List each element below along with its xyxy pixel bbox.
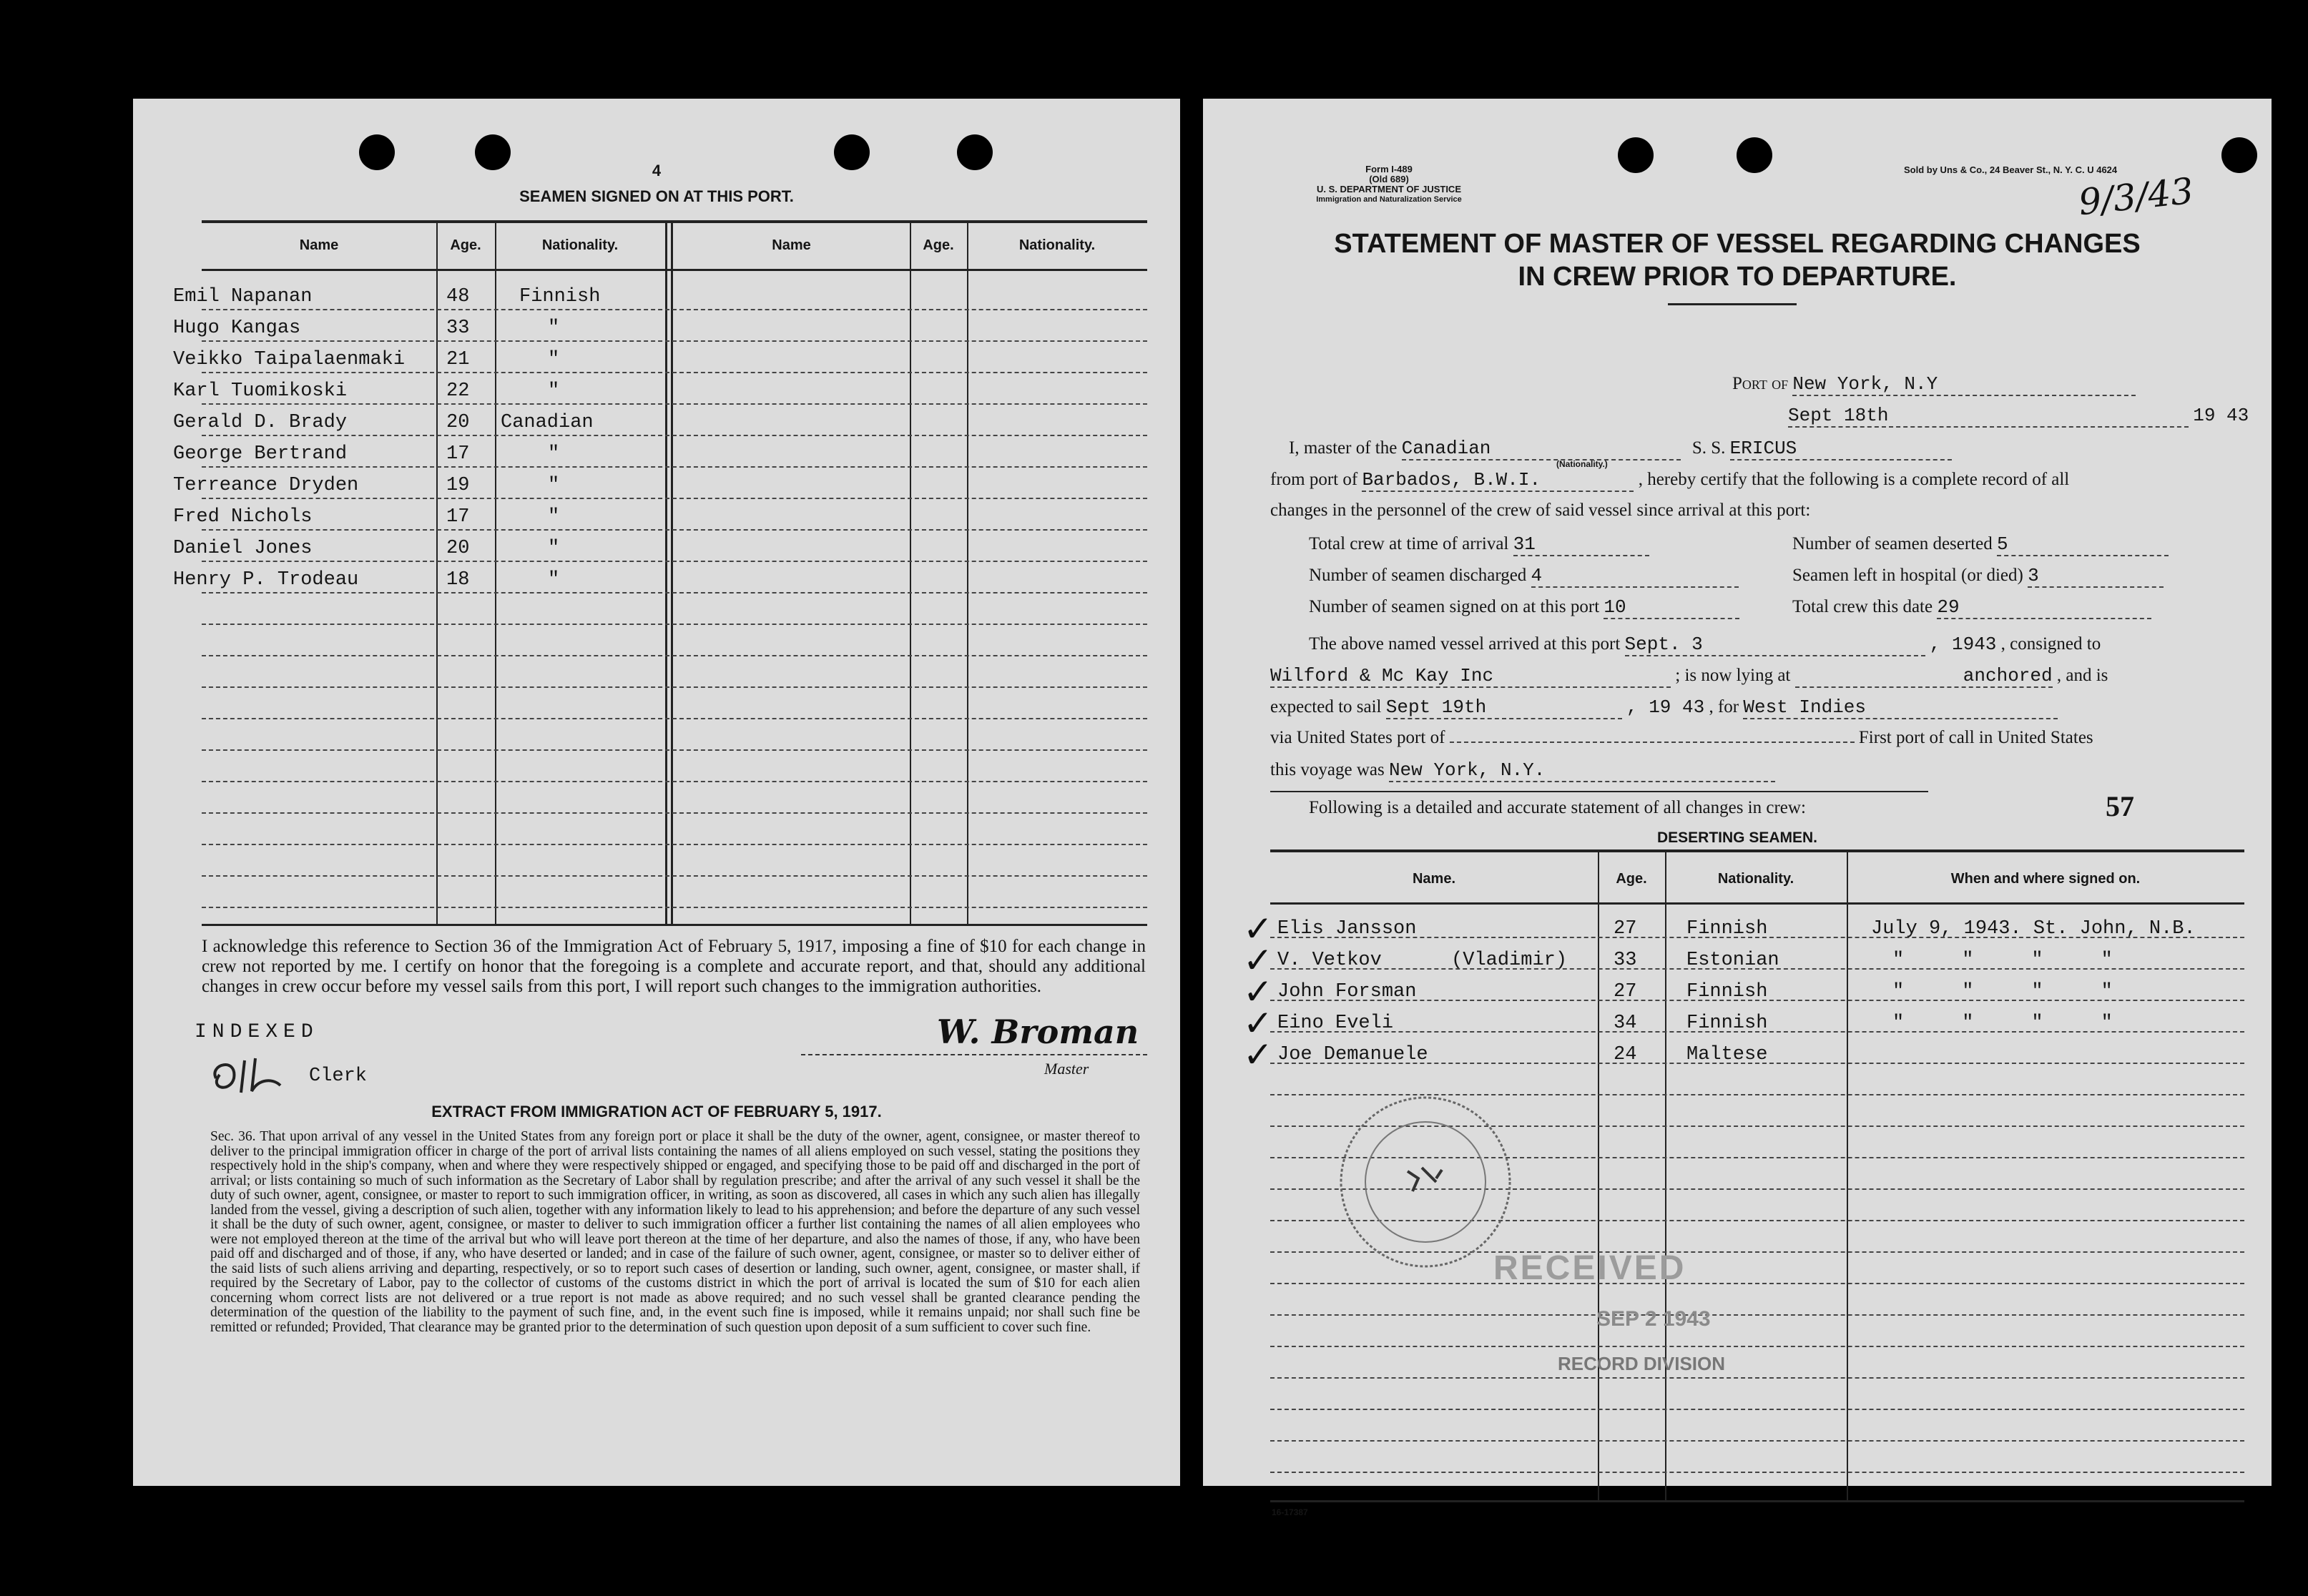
date-line [1788,405,2249,428]
expected-year: , 19 43 [1626,696,1705,718]
deserter-name: Joe Demanuele [1277,1044,1428,1065]
seaman-name: Hugo Kangas [173,317,301,339]
master-signature: W. Broman [937,1013,1139,1051]
header-age: Age. [1616,871,1647,887]
port-value: New York, N.Y [1792,373,2136,396]
deserter-nationality: Finnish [1686,981,1768,1003]
from-port-label: from port of [1270,470,1358,489]
section-title: SEAMEN SIGNED ON AT THIS PORT. [519,187,794,205]
master-line [1289,438,1952,460]
seaman-age: 21 [446,349,470,370]
port-line [1732,373,2136,396]
expected-label: expected to sail [1270,697,1382,716]
extract-title: EXTRACT FROM IMMIGRATION ACT OF FEBRUARY 5, 1917. [431,1103,882,1120]
check-mark-icon: ✓ [1243,1003,1273,1044]
certify-text: , hereby certify that the following is a complete record of all [1638,470,2070,489]
column-divider [495,223,496,924]
deserted-line [1792,533,2169,556]
seaman-name: Fred Nichols [173,506,313,528]
first-port-label: First port of call in United States [1858,728,2093,747]
clerk-label: Clerk [309,1065,368,1087]
check-mark-icon: ✓ [1243,971,1273,1013]
seaman-age: 48 [446,286,470,307]
seaman-name: Karl Tuomikoski [173,380,348,402]
seaman-age: 18 [446,569,470,591]
check-mark-icon: ✓ [1243,1034,1273,1075]
following-text: Following is a detailed and accurate statement of all changes in crew: [1309,798,1806,817]
seaman-age: 17 [446,443,470,465]
deserter-nationality: Estonian [1686,950,1779,971]
deserter-name: V. Vetkov (Vladimir) [1277,950,1568,971]
table-header-rule [202,269,1147,271]
arrived-year: , 1943 [1929,634,1997,655]
consignee-value: Wilford & Mc Kay Inc [1270,665,1671,688]
changes-text: changes in the personnel of the crew of said vessel since arrival at this port: [1270,501,1811,520]
desert-table-header-rule [1270,902,2244,905]
acknowledgement-text: I acknowledge this reference to Section 36 of the Immigration Act of February 5, 1917, imposing a fine of $10 for each change in crew not reported by me. I certify on honor that the foregoing is a complete and accurate report, and that, should any additional changes in crew occur before my vessel sails from this port, I will report such changes to the immigration authorities. [202,937,1146,996]
seaman-nationality: Finnish [519,286,601,307]
deserter-age: 34 [1614,1013,1637,1034]
page-number: 4 [652,162,662,179]
from-port-line [1270,469,2069,492]
seaman-name: Terreance Dryden [173,475,359,496]
total-crew-arrival-line [1309,533,1649,556]
seaman-nationality: " [548,475,560,496]
for-label: , for [1709,697,1739,716]
indexed-stamp: INDEXED [195,1021,319,1043]
deserter-name: Eino Eveli [1277,1013,1394,1034]
and-is-label: , and is [2056,666,2108,685]
record-division: RECORD DIVISION [1558,1353,1726,1374]
seaman-nationality: " [548,349,560,370]
deserter-age: 27 [1614,981,1637,1003]
nationality-label: (Nationality.) [1556,459,1608,469]
seaman-name: Henry P. Trodeau [173,569,359,591]
year-value: 19 43 [2193,405,2249,426]
seaman-name: Emil Napanan [173,286,313,307]
form-number [1282,164,1496,205]
consignee-line [1270,665,2108,688]
vessel-value: ERICUS [1730,438,1952,460]
total-crew-arrival-label: Total crew at time of arrival [1309,534,1509,553]
form-title [1203,227,2272,293]
deserter-nationality: Finnish [1686,1013,1768,1034]
header-nationality: Nationality. [1018,237,1096,253]
deserted-value: 5 [1997,533,2169,556]
received-stamp: RECEIVED [1493,1249,1686,1287]
header-name: Name [299,237,339,253]
title-line-1: STATEMENT OF MASTER OF VESSEL REGARDING CHANGES [1334,229,2141,259]
destination-value: West Indies [1743,696,2058,719]
arrived-label: The above named vessel arrived at this port [1309,634,1621,654]
deserted-label: Number of seamen deserted [1792,534,1993,553]
header-age: Age. [923,237,954,253]
handwritten-date: 9/3/43 [2076,169,2196,224]
seaman-nationality: Canadian [501,412,594,433]
seaman-age: 33 [446,317,470,339]
voyage-label: this voyage was [1270,760,1385,779]
desert-table-bottom-rule [1270,1500,2244,1502]
date-value: Sept 18th [1788,405,2189,428]
column-divider [1598,852,1599,1500]
deserter-nationality: Maltese [1686,1044,1768,1065]
left-page [133,99,1180,1486]
total-crew-date-line [1792,596,2151,619]
column-divider [1847,852,1848,1500]
deserter-when-where: " " " " [1892,981,2113,1003]
header-when-where: When and where signed on. [1950,871,2141,887]
table-top-rule [202,220,1147,223]
deserter-when-where: " " " " [1892,1013,2113,1034]
nationality-value: Canadian [1402,438,1681,460]
discharged-line [1309,565,1739,588]
deserter-nationality: Finnish [1686,918,1768,940]
desert-table-top-rule [1270,849,2244,852]
voyage-rule [1270,791,1928,792]
seaman-nationality: " [548,443,560,465]
seaman-nationality: " [548,380,560,402]
expected-line [1270,696,2058,719]
punch-hole [1618,137,1654,173]
from-port-value: Barbados, B.W.I. [1362,469,1634,492]
deserter-age: 27 [1614,918,1637,940]
column-divider [436,223,438,924]
deserter-age: 33 [1614,950,1637,971]
check-mark-icon: ✓ [1243,940,1273,981]
signed-on-value: 10 [1604,596,1739,619]
hospital-value: 3 [2028,565,2164,588]
column-divider [665,223,667,924]
deserting-title: DESERTING SEAMEN. [1656,829,1818,846]
lying-value: anchored [1795,665,2053,688]
form-old-text: (Old 689) [1369,174,1409,184]
seaman-age: 19 [446,475,470,496]
title-line-2: IN CREW PRIOR TO DEPARTURE. [1518,262,1957,292]
punch-hole [1737,137,1772,173]
deserter-age: 24 [1614,1044,1637,1065]
consigned-label: , consigned to [2000,634,2101,654]
seaman-nationality: " [548,569,560,591]
signed-on-label: Number of seamen signed on at this port [1309,597,1600,616]
title-rule [1668,303,1797,305]
arrived-line [1309,634,2101,656]
seaman-nationality: " [548,506,560,528]
header-name: Name. [1412,871,1456,887]
clerk-initials [202,1050,295,1100]
page-count: 57 [2106,790,2134,822]
seaman-age: 20 [446,538,470,559]
ss-label: S. S. [1691,438,1726,458]
expected-date: Sept 19th [1386,696,1622,719]
table-bottom-rule [202,924,1147,926]
total-crew-arrival-value: 31 [1513,533,1649,556]
total-crew-date-label: Total crew this date [1792,597,1933,616]
deserter-name: John Forsman [1277,981,1417,1003]
lying-label: ; is now lying at [1675,666,1791,685]
seaman-name: George Bertrand [173,443,348,465]
received-date: SEP 2 1943 [1596,1307,1711,1331]
form-number-text: Form I-489 [1365,164,1413,174]
header-age: Age. [450,237,481,253]
signed-on-line [1309,596,1739,619]
via-value [1450,742,1855,743]
check-mark-icon: ✓ [1243,908,1273,950]
deserter-name: Elis Jansson [1277,918,1417,940]
master-label: Master [1044,1060,1089,1078]
column-divider [910,223,911,924]
discharged-label: Number of seamen discharged [1309,566,1527,585]
seaman-nationality: " [548,538,560,559]
header-nationality: Nationality. [541,237,619,253]
seaman-nationality: " [548,317,560,339]
punch-hole [2221,137,2257,173]
voyage-port: New York, N.Y. [1389,759,1775,782]
service-text: Immigration and Naturalization Service [1316,195,1462,204]
seaman-age: 22 [446,380,470,402]
extract-text: Sec. 36. That upon arrival of any vessel in the United States from any foreign port or place it shall be the duty of the owner, agent, consignee, or master thereof to deliver to the principal immigration officer in charge of the port of arrival lists containing the names of all aliens employed on such vessel, stating the positions they respectively hold in the ship's company, when and where they were respectively shipped or engaged, and specifying those to be paid off and discharged in the port of arrival; or lists containing so much of such information as the Secretary of Labor shall by regulation prescribe; and after the arrival of any such vessel it shall be the duty of such owner, agent, consignee, or master to report to such immigration officer, in writing, as soon as discovered, all cases in which any such alien has illegally landed from the vessel, giving a description of such alien, together with any information likely to lead to his apprehension; and before the departure of any such vessel it shall be the duty of such owner, agent, consignee, or master to deliver to such immigration officer a further list containing the names of all alien employees who were not employed thereon at the time of the arrival but who will leave port thereon at the time of her departure, and also the names of those, if any, who have been paid off and discharged and of those, if any, who have deserted or landed; and in case of the failure of such owner, agent, consignee, or master so to deliver either of the said lists of such aliens arriving and departing, respectively, or so to report such cases of desertion or landing, such owner, agent, consignee, or master shall, if required by the Secretary of Labor, pay to the collector of customs of the customs district in which the port of arrival is located the sum of $10 for each alien concerning whom correct lists are not delivered or a true report is not made as above required; and no such vessel shall be granted clearance pending the determination of the question of the liability to the payment of such fine, and, in the event such fine is imposed, while it remains unpaid; nor shall such fine be remitted or refunded; Provided, That clearance may be granted prior to the determination of such question upon deposit of a sum sufficient to cover such fine. [210,1129,1140,1335]
master-of-label: I, master of the [1289,438,1398,458]
column-divider [1665,852,1666,1500]
column-divider [671,223,673,924]
via-line [1270,728,2093,748]
arrived-date: Sept. 3 [1625,634,1925,656]
form-code: 16-17387 [1272,1507,1308,1517]
deserter-when-where: " " " " [1892,950,2113,971]
discharged-value: 4 [1531,565,1739,588]
seaman-name: Veikko Taipalaenmaki [173,349,406,370]
right-page [1203,99,2272,1517]
header-name: Name [772,237,811,253]
seaman-age: 20 [446,412,470,433]
seaman-name: Daniel Jones [173,538,313,559]
hospital-label: Seamen left in hospital (or died) [1792,566,2023,585]
deserter-when-where: July 9, 1943. St. John, N.B. [1871,918,2196,940]
hospital-line [1792,565,2164,588]
seaman-age: 17 [446,506,470,528]
column-divider [967,223,968,924]
printer-text: Sold by Uns & Co., 24 Beaver St., N. Y. C. U 4624 [1904,164,2118,175]
total-crew-date-value: 29 [1937,596,2151,619]
voyage-line [1270,759,1775,782]
header-nationality: Nationality. [1717,871,1794,887]
seaman-name: Gerald D. Brady [173,412,348,433]
port-label: Port of [1732,374,1789,393]
department-text: U. S. DEPARTMENT OF JUSTICE [1317,184,1461,194]
via-label: via United States port of [1270,728,1445,747]
